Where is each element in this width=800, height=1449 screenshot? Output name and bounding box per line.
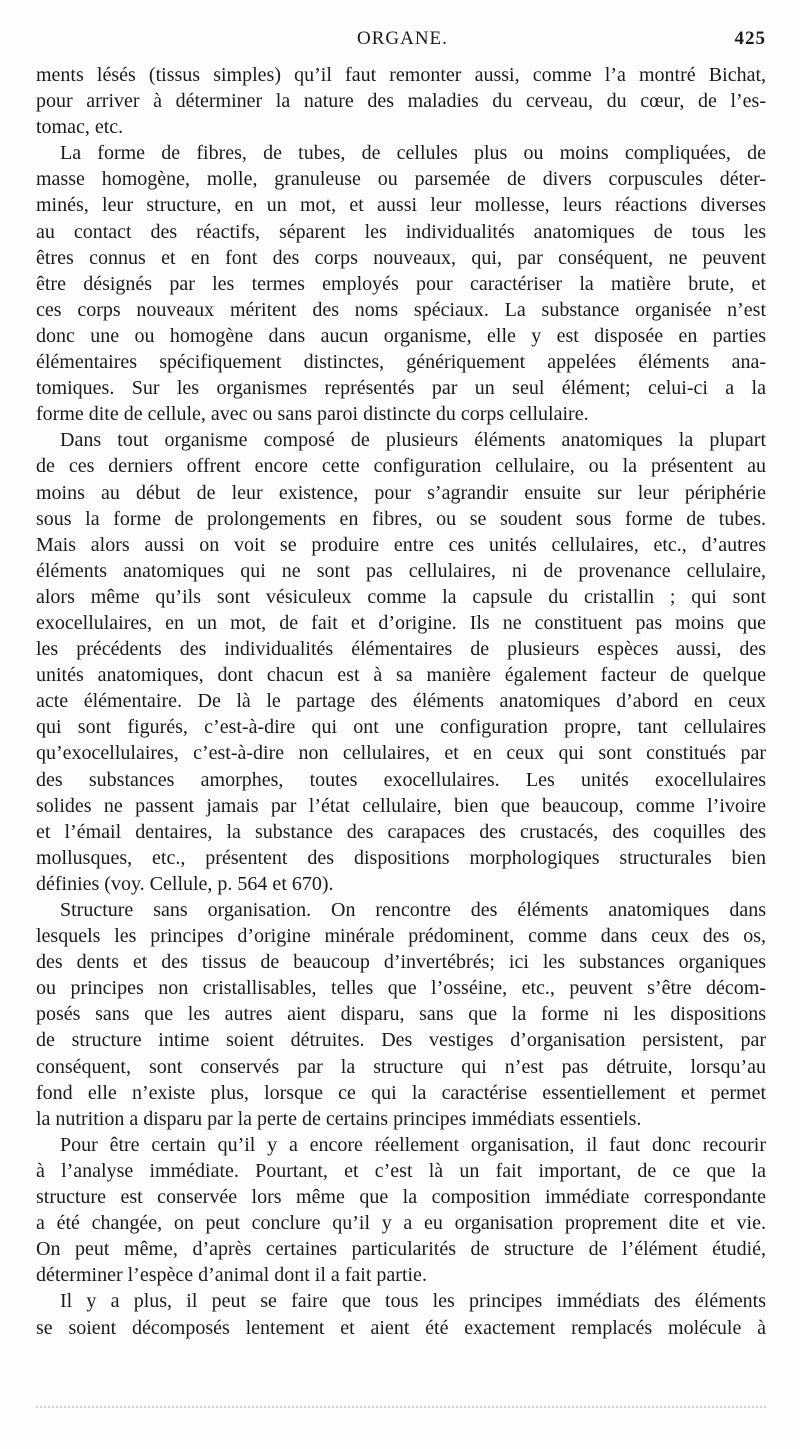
- text-line: ments lésés (tissus simples) qu’il faut remonter aussi, comme l’a montré Bichat,: [36, 64, 766, 86]
- text-line: de structure intime soient détruites. Des vestiges d’organisation persistent, par: [36, 1029, 766, 1052]
- text-line: tomiques. Sur les organismes représentés par un seul élément; celui-ci a la: [36, 377, 766, 400]
- text-line: la nutrition a disparu par la perte de certains principes immédiats essentiels.: [36, 1107, 642, 1130]
- text-line: tomac, etc.: [36, 116, 124, 139]
- text-line: conséquent, sont conservés par la structure qui n’est pas détruite, lorsqu’au: [36, 1055, 766, 1078]
- text-line: a été changée, on peut conclure qu’il y a eu organisation proprement dite et vie.: [36, 1212, 766, 1235]
- text-line: Pour être certain qu’il y a encore réellement organisation, il faut donc recourir: [60, 1133, 766, 1156]
- text-line: de ces derniers offrent encore cette configuration cellulaire, ou la présentent au: [36, 455, 766, 478]
- text-line: des substances amorphes, toutes exocellulaires. Les unités exocellulaires: [36, 768, 766, 791]
- paragraph: [36, 427, 766, 897]
- text-line: définies (voy. Cellule, p. 564 et 670).: [36, 872, 334, 895]
- text-line: sous la forme de prolongements en fibres, ou se soudent sous forme de tubes.: [36, 507, 766, 530]
- paragraph: [36, 897, 766, 1132]
- paragraph: [36, 62, 766, 140]
- running-header: [0, 28, 800, 58]
- text-line: au contact des réactifs, séparent les individualités anatomiques de tous les: [36, 220, 766, 243]
- running-title: ORGANE.: [357, 28, 448, 49]
- text-line: fond elle n’existe plus, lorsque ce qui la caractérise essentiellement et permet: [36, 1081, 766, 1104]
- text-line: êtres connus et en font des corps nouveaux, qui, par conséquent, ne peuvent: [36, 246, 766, 269]
- text-line: déterminer l’espèce d’animal dont il a fait partie.: [36, 1264, 427, 1287]
- text-line: pour arriver à déterminer la nature des maladies du cerveau, du cœur, de l’es-: [36, 90, 766, 113]
- text-line: ces corps nouveaux méritent des noms spéciaux. La substance organisée n’est: [36, 298, 766, 321]
- text-line: acte élémentaire. De là le partage des éléments anatomiques d’abord en ceux: [36, 690, 766, 713]
- text-line: solides ne passent jamais par l’état cellulaire, bien que beaucoup, comme l’ivoire: [36, 794, 766, 817]
- text-line: élémentaires spécifiquement distinctes, génériquement appelées éléments ana-: [36, 351, 766, 374]
- text-line: forme dite de cellule, avec ou sans paroi distincte du corps cellulaire.: [36, 403, 589, 426]
- text-line: Il y a plus, il peut se faire que tous les principes immédiats des éléments: [60, 1290, 766, 1313]
- text-line: qu’exocellulaires, c’est-à-dire non cellulaires, et en ceux qui sont constitués par: [36, 742, 766, 765]
- text-line: donc une ou homogène dans aucun organisme, elle y est disposée en parties: [36, 324, 766, 347]
- text-line: les précédents des individualités élémentaires de plusieurs espèces aussi, des: [36, 638, 766, 661]
- paragraph: [36, 1288, 766, 1340]
- text-line: La forme de fibres, de tubes, de cellules plus ou moins compliquées, de: [60, 142, 766, 165]
- text-line: masse homogène, molle, granuleuse ou parsemée de divers corpuscules déter-: [36, 168, 766, 191]
- text-line: posés sans que les autres aient disparu, sans que la forme ni les dispositions: [36, 1003, 766, 1026]
- text-line: alors même qu’ils sont vésiculeux comme la capsule du cristallin ; qui sont: [36, 585, 766, 608]
- text-line: exocellulaires, en un mot, de fait et d’origine. Ils ne constituent pas moins que: [36, 611, 766, 634]
- text-line: minés, leur structure, en un mot, et aussi leur mollesse, leurs réactions diverses: [36, 194, 766, 217]
- text-line: structure est conservée lors même que la composition immédiate correspondante: [36, 1186, 766, 1209]
- text-line: Dans tout organisme composé de plusieurs éléments anatomiques la plupart: [60, 429, 766, 452]
- bottom-rule: [36, 1406, 766, 1408]
- text-line: Structure sans organisation. On rencontre des éléments anatomiques dans: [60, 899, 766, 921]
- page-body: [36, 62, 766, 1341]
- text-line: unités anatomiques, dont chacun est à sa manière également facteur de quelque: [36, 664, 766, 687]
- text-line: moins au début de leur existence, pour s’agrandir ensuite sur leur périphérie: [36, 481, 766, 504]
- text-line: lesquels les principes d’origine minérale prédominent, comme dans ceux des os,: [36, 925, 766, 948]
- text-line: à l’analyse immédiate. Pourtant, et c’est là un fait important, de ce que la: [36, 1159, 766, 1182]
- text-line: ou principes non cristallisables, telles que l’osséine, etc., peuvent s’être décom-: [36, 977, 766, 1000]
- text-line: se soient décomposés lentement et aient été exactement remplacés molécule à: [36, 1316, 766, 1339]
- text-line: éléments anatomiques qui ne sont pas cellulaires, ni de provenance cellulaire,: [36, 559, 766, 582]
- text-line: On peut même, d’après certaines particularités de structure de l’élément étudié,: [36, 1238, 766, 1261]
- paragraph-list: [36, 62, 766, 1341]
- text-line: qui sont figurés, c’est-à-dire qui ont une configuration propre, tant cellulaires: [36, 716, 766, 739]
- paragraph: [36, 1132, 766, 1289]
- paragraph: [36, 140, 766, 427]
- text-line: être désignés par les termes employés pour caractériser la matière brute, et: [36, 272, 766, 295]
- text-line: mollusques, etc., présentent des dispositions morphologiques structurales bien: [36, 846, 766, 869]
- text-line: et l’émail dentaires, la substance des carapaces des crustacés, des coquilles des: [36, 820, 766, 843]
- text-line: Mais alors aussi on voit se produire entre ces unités cellulaires, etc., d’autres: [36, 533, 766, 556]
- page-number: 425: [734, 28, 766, 49]
- text-line: des dents et des tissus de beaucoup d’invertébrés; ici les substances organiques: [36, 951, 766, 974]
